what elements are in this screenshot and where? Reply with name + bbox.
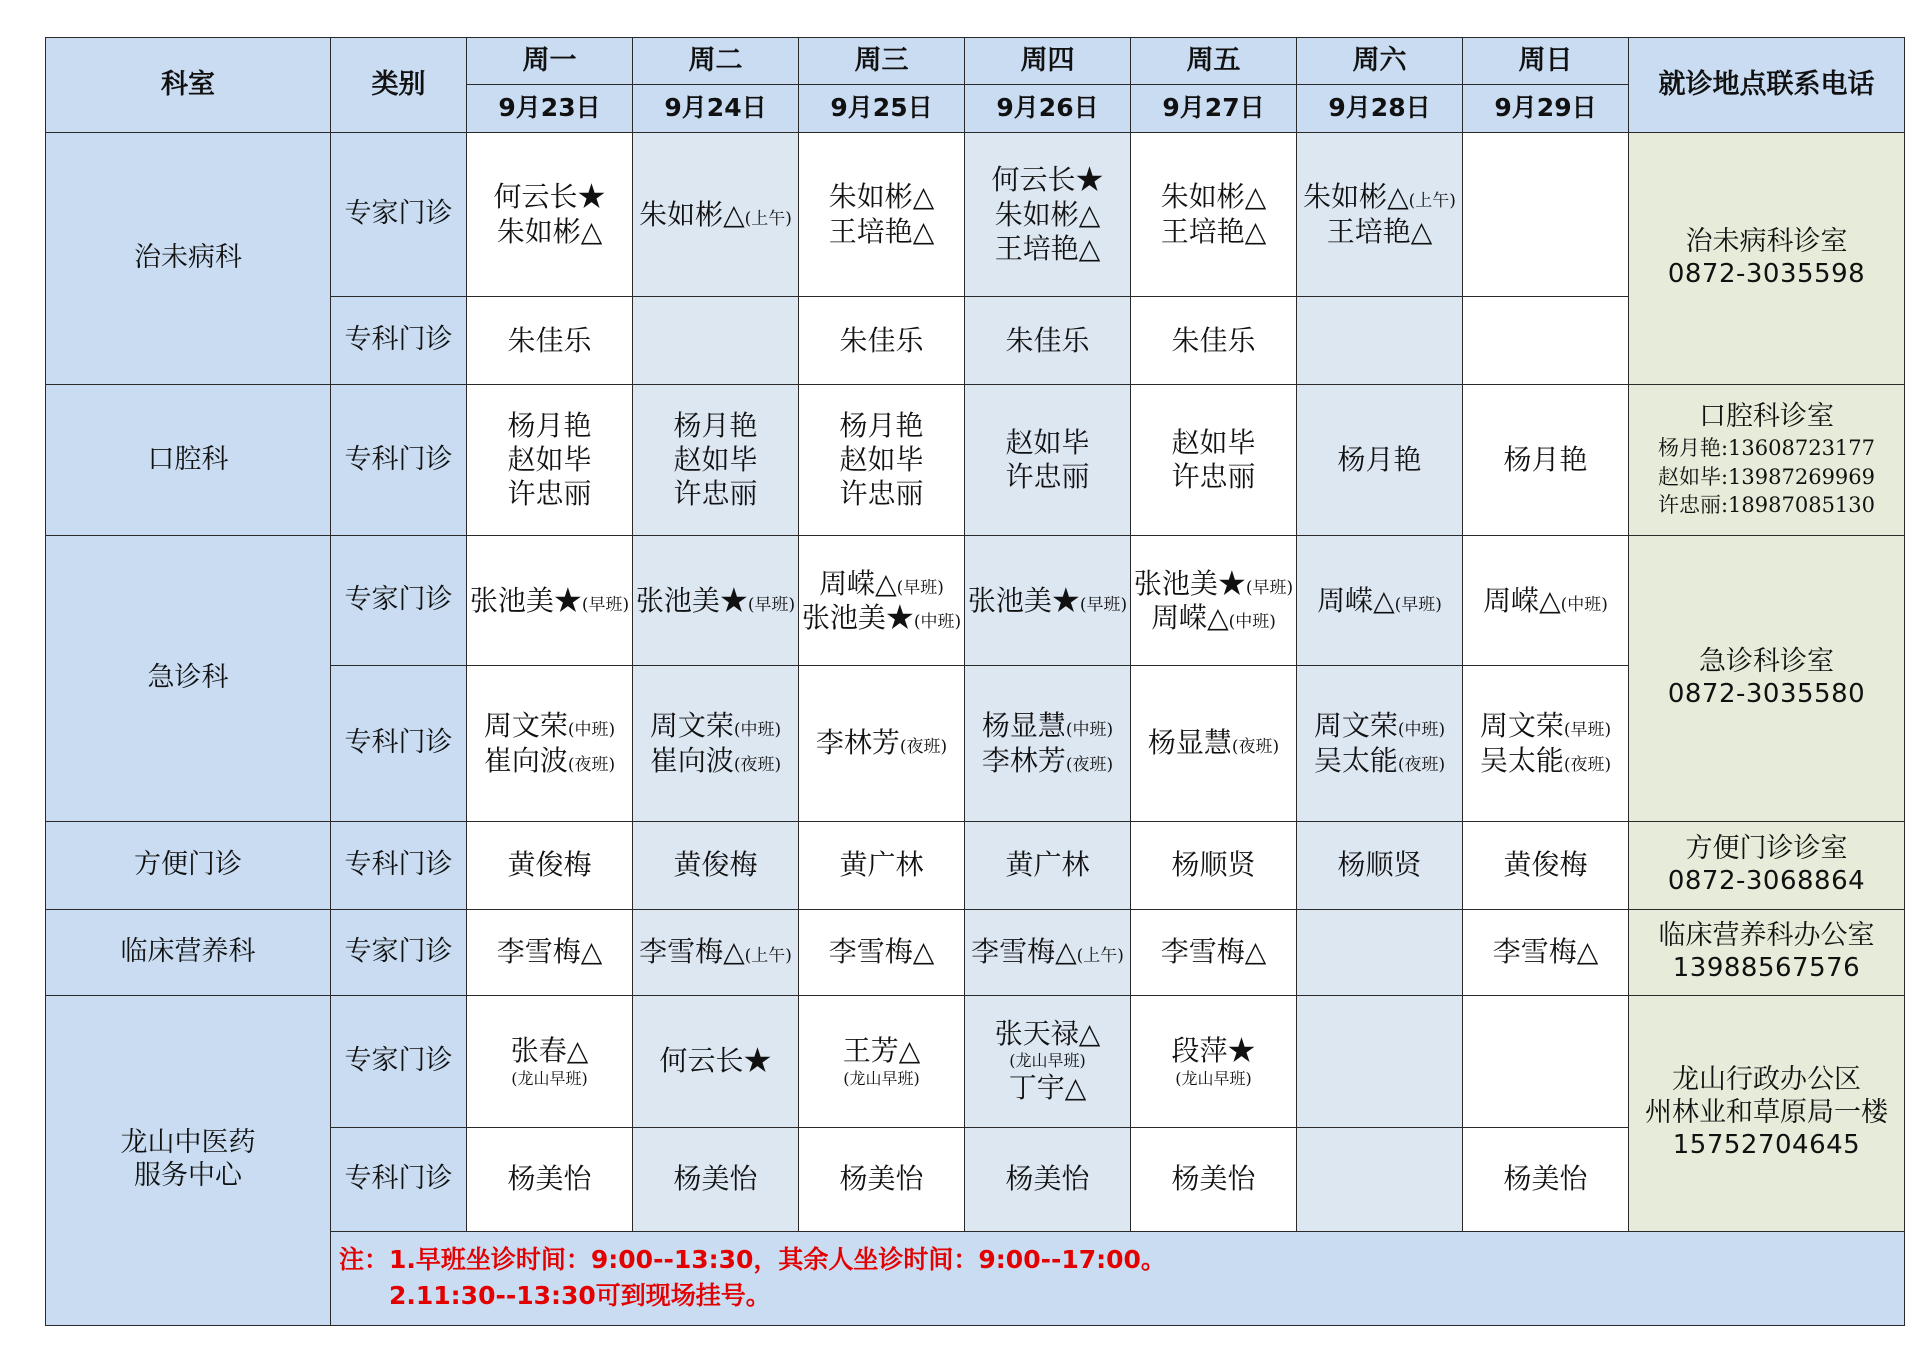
shift-note: (早班) xyxy=(1079,594,1128,615)
location-title: 口腔科诊室 xyxy=(1699,401,1834,433)
dept-zhiweibing: 治未病科 xyxy=(46,133,331,385)
shift-note: (龙山早班) xyxy=(843,1068,920,1088)
doctor-name: 周文荣 xyxy=(1479,709,1564,743)
header-date-fri: 9月27日 xyxy=(1131,85,1297,133)
cell-fri xyxy=(1131,536,1297,666)
doctor-name: 朱如彬△ xyxy=(1303,180,1409,214)
cell-sun: 杨美怡 xyxy=(1463,1127,1629,1231)
doctor-name: 朱如彬△ xyxy=(639,197,745,231)
doctor-name: 王培艳△ xyxy=(1326,214,1433,248)
doctor-name: 何云长★ xyxy=(493,180,606,214)
doctor-name: 周文荣 xyxy=(649,709,734,743)
cell-sat xyxy=(1297,1127,1463,1231)
doctor-name: 王芳△ xyxy=(842,1034,921,1068)
location-phone: 0872-3035598 xyxy=(1667,259,1866,290)
dept-name-line2: 服务中心 xyxy=(134,1160,242,1192)
doctor-name: 吴太能 xyxy=(1479,743,1564,777)
cell-wed xyxy=(799,133,965,297)
shift-note: (夜班) xyxy=(567,754,616,775)
cell-fri xyxy=(1131,995,1297,1127)
cell-sun xyxy=(1463,536,1629,666)
cell-tue xyxy=(633,133,799,297)
doctor-name: 张春△ xyxy=(510,1034,589,1068)
doctor-name: 许忠丽 xyxy=(507,477,592,511)
shift-note: (夜班) xyxy=(1397,754,1446,775)
cell-mon: 杨美怡 xyxy=(467,1127,633,1231)
doctor-name: 周嵘△ xyxy=(1483,583,1561,617)
dept-kouqiang: 口腔科 xyxy=(46,385,331,536)
cell-tue: 黄俊梅 xyxy=(633,821,799,909)
location-phone: 15752704645 xyxy=(1672,1130,1861,1161)
cell-mon xyxy=(467,133,633,297)
doctor-name: 杨显慧 xyxy=(1147,726,1232,760)
location-title: 急诊科诊室 xyxy=(1699,646,1834,678)
cell-thu: 黄广林 xyxy=(965,821,1131,909)
location-jizhen xyxy=(1629,536,1905,821)
cell-tue xyxy=(633,297,799,385)
location-line1: 龙山行政办公区 xyxy=(1672,1064,1861,1096)
doctor-name: 赵如毕 xyxy=(839,443,924,477)
doctor-name: 张池美★ xyxy=(469,583,582,617)
cell-wed: 黄广林 xyxy=(799,821,965,909)
header-date-wed: 9月25日 xyxy=(799,85,965,133)
shift-note: (夜班) xyxy=(1231,737,1280,758)
contact-phone: 许忠丽:18987085130 xyxy=(1657,492,1876,517)
shift-note: (夜班) xyxy=(1563,754,1612,775)
shift-note: (中班) xyxy=(1065,720,1114,741)
location-yingyang xyxy=(1629,909,1905,995)
doctor-name: 朱如彬△ xyxy=(994,197,1101,231)
cell-tue xyxy=(633,666,799,821)
cell-fri: 朱佳乐 xyxy=(1131,297,1297,385)
location-title: 方便门诊诊室 xyxy=(1685,832,1848,864)
shift-note: (早班) xyxy=(1245,577,1294,598)
cell-mon xyxy=(467,995,633,1127)
cell-thu: 杨美怡 xyxy=(965,1127,1131,1231)
doctor-name: 李林芳 xyxy=(981,743,1066,777)
doctor-name: 周嵘△ xyxy=(819,566,897,600)
location-title: 临床营养科办公室 xyxy=(1658,919,1875,951)
header-day-sun: 周日 xyxy=(1463,38,1629,85)
shift-note: (上午) xyxy=(744,208,792,229)
header-date-thu: 9月26日 xyxy=(965,85,1131,133)
cell-thu xyxy=(965,133,1131,297)
header-day-tue: 周二 xyxy=(633,38,799,85)
cell-wed: 李雪梅△ xyxy=(799,909,965,995)
shift-note: (早班) xyxy=(581,594,630,615)
shift-note: (中班) xyxy=(1397,720,1446,741)
cell-tue: 杨美怡 xyxy=(633,1127,799,1231)
cell-fri: 李雪梅△ xyxy=(1131,909,1297,995)
doctor-name: 崔向波 xyxy=(483,743,568,777)
doctor-name: 朱如彬△ xyxy=(828,180,935,214)
cell-thu xyxy=(965,995,1131,1127)
location-longshan xyxy=(1629,995,1905,1231)
header-day-thu: 周四 xyxy=(965,38,1131,85)
dept-jizhen: 急诊科 xyxy=(46,536,331,821)
cell-tue xyxy=(633,385,799,536)
cell-sun xyxy=(1463,133,1629,297)
shift-note: (中班) xyxy=(733,720,782,741)
cell-sat: 杨顺贤 xyxy=(1297,821,1463,909)
cell-wed: 杨美怡 xyxy=(799,1127,965,1231)
shift-note: (早班) xyxy=(896,577,944,598)
doctor-name: 王培艳△ xyxy=(828,214,935,248)
row-kouqiang-specialist xyxy=(46,385,1905,536)
dept-name-line1: 龙山中医药 xyxy=(120,1127,256,1159)
cell-mon xyxy=(467,536,633,666)
location-phone: 0872-3035580 xyxy=(1667,679,1866,710)
cell-sun xyxy=(1463,297,1629,385)
shift-note: (中班) xyxy=(1228,611,1276,632)
header-date-sun: 9月29日 xyxy=(1463,85,1629,133)
cell-fri xyxy=(1131,666,1297,821)
category-specialist: 专科门诊 xyxy=(331,385,467,536)
row-yingyang-expert xyxy=(46,909,1905,995)
doctor-name: 丁宇△ xyxy=(1008,1070,1087,1104)
location-title: 治未病科诊室 xyxy=(1685,226,1848,258)
doctor-name: 杨显慧 xyxy=(981,709,1066,743)
doctor-name: 段萍★ xyxy=(1171,1034,1256,1068)
category-expert: 专家门诊 xyxy=(331,536,467,666)
dept-longshan xyxy=(46,995,331,1325)
category-expert: 专家门诊 xyxy=(331,909,467,995)
doctor-name: 李雪梅△ xyxy=(971,935,1077,969)
doctor-name: 周嵘△ xyxy=(1151,600,1229,634)
location-zhiweibing xyxy=(1629,133,1905,385)
doctor-name: 许忠丽 xyxy=(839,477,924,511)
cell-fri: 杨顺贤 xyxy=(1131,821,1297,909)
row-jizhen-expert xyxy=(46,536,1905,666)
cell-sat xyxy=(1297,909,1463,995)
cell-thu xyxy=(965,536,1131,666)
shift-note: (早班) xyxy=(747,594,796,615)
header-location: 就诊地点联系电话 xyxy=(1629,38,1905,133)
doctor-name: 许忠丽 xyxy=(673,477,758,511)
row-longshan-expert xyxy=(46,995,1905,1127)
cell-wed xyxy=(799,536,965,666)
doctor-name: 杨月艳 xyxy=(507,409,592,443)
cell-thu: 朱佳乐 xyxy=(965,297,1131,385)
cell-mon: 黄俊梅 xyxy=(467,821,633,909)
doctor-name: 张池美★ xyxy=(1133,566,1246,600)
doctor-name: 朱如彬△ xyxy=(496,214,603,248)
cell-tue xyxy=(633,536,799,666)
cell-sat xyxy=(1297,666,1463,821)
cell-sat: 杨月艳 xyxy=(1297,385,1463,536)
cell-thu xyxy=(965,385,1131,536)
cell-thu xyxy=(965,909,1131,995)
schedule-table xyxy=(45,37,1905,1326)
header-row-days xyxy=(46,38,1905,85)
shift-note: (中班) xyxy=(567,720,616,741)
cell-fri xyxy=(1131,133,1297,297)
header-day-sat: 周六 xyxy=(1297,38,1463,85)
shift-note: (上午) xyxy=(744,946,792,967)
doctor-name: 张池美★ xyxy=(635,583,748,617)
shift-note: (龙山早班) xyxy=(1175,1068,1252,1088)
doctor-name: 许忠丽 xyxy=(1171,460,1256,494)
cell-wed xyxy=(799,995,965,1127)
category-specialist: 专科门诊 xyxy=(331,666,467,821)
row-zhiweibing-expert xyxy=(46,133,1905,297)
doctor-name: 周文荣 xyxy=(483,709,568,743)
cell-wed xyxy=(799,385,965,536)
category-expert: 专家门诊 xyxy=(331,995,467,1127)
note-line1: 注：1.早班坐诊时间：9:00--13:30，其余人坐诊时间：9:00--17:00。 xyxy=(339,1245,1166,1275)
cell-sun xyxy=(1463,666,1629,821)
doctor-name: 李林芳 xyxy=(815,726,900,760)
doctor-name: 朱如彬△ xyxy=(1160,180,1267,214)
cell-sat xyxy=(1297,536,1463,666)
note-line2: 2.11:30--13:30可到现场挂号。 xyxy=(389,1281,771,1311)
header-day-wed: 周三 xyxy=(799,38,965,85)
location-phone: 0872-3068864 xyxy=(1667,865,1866,896)
schedule-note xyxy=(331,1231,1905,1325)
doctor-name: 许忠丽 xyxy=(1005,460,1090,494)
doctor-name: 赵如毕 xyxy=(507,443,592,477)
doctor-name: 周嵘△ xyxy=(1317,583,1395,617)
doctor-name: 杨月艳 xyxy=(839,409,924,443)
cell-sat xyxy=(1297,133,1463,297)
cell-sun xyxy=(1463,995,1629,1127)
cell-wed: 朱佳乐 xyxy=(799,297,965,385)
contact-phone: 赵如毕:13987269969 xyxy=(1657,464,1876,489)
doctor-name: 张池美★ xyxy=(967,583,1080,617)
cell-sat xyxy=(1297,297,1463,385)
cell-sun: 李雪梅△ xyxy=(1463,909,1629,995)
header-category: 类别 xyxy=(331,38,467,133)
header-dept: 科室 xyxy=(46,38,331,133)
doctor-name: 赵如毕 xyxy=(1005,426,1090,460)
shift-note: (早班) xyxy=(1394,594,1442,615)
header-date-mon: 9月23日 xyxy=(467,85,633,133)
shift-note: (龙山早班) xyxy=(511,1068,588,1088)
doctor-name: 赵如毕 xyxy=(673,443,758,477)
shift-note: (夜班) xyxy=(733,754,782,775)
doctor-name: 王培艳△ xyxy=(994,231,1101,265)
shift-note: (上午) xyxy=(1408,191,1456,212)
row-fangbian-specialist xyxy=(46,821,1905,909)
doctor-name: 吴太能 xyxy=(1313,743,1398,777)
cell-mon: 李雪梅△ xyxy=(467,909,633,995)
shift-note: (夜班) xyxy=(1065,754,1114,775)
doctor-name: 张天禄△ xyxy=(994,1017,1101,1051)
cell-mon: 朱佳乐 xyxy=(467,297,633,385)
contact-phone: 杨月艳:13608723177 xyxy=(1657,436,1876,461)
dept-fangbian: 方便门诊 xyxy=(46,821,331,909)
category-expert: 专家门诊 xyxy=(331,133,467,297)
cell-sun: 黄俊梅 xyxy=(1463,821,1629,909)
doctor-name: 赵如毕 xyxy=(1171,426,1256,460)
doctor-name: 何云长★ xyxy=(991,163,1104,197)
shift-note: (夜班) xyxy=(899,737,948,758)
cell-fri xyxy=(1131,385,1297,536)
cell-fri: 杨美怡 xyxy=(1131,1127,1297,1231)
cell-sat xyxy=(1297,995,1463,1127)
doctor-name: 张池美★ xyxy=(801,600,914,634)
location-fangbian xyxy=(1629,821,1905,909)
doctor-name: 崔向波 xyxy=(649,743,734,777)
cell-wed xyxy=(799,666,965,821)
doctor-name: 周文荣 xyxy=(1313,709,1398,743)
header-date-tue: 9月24日 xyxy=(633,85,799,133)
shift-note: (中班) xyxy=(913,611,962,632)
dept-yingyang: 临床营养科 xyxy=(46,909,331,995)
cell-thu xyxy=(965,666,1131,821)
cell-sun: 杨月艳 xyxy=(1463,385,1629,536)
doctor-name: 王培艳△ xyxy=(1160,214,1267,248)
location-line2: 州林业和草原局一楼 xyxy=(1645,1097,1888,1129)
category-specialist: 专科门诊 xyxy=(331,1127,467,1231)
cell-tue: 何云长★ xyxy=(633,995,799,1127)
header-day-fri: 周五 xyxy=(1131,38,1297,85)
location-phone: 13988567576 xyxy=(1672,952,1861,983)
shift-note: (中班) xyxy=(1560,594,1608,615)
doctor-name: 李雪梅△ xyxy=(639,935,745,969)
cell-tue xyxy=(633,909,799,995)
cell-mon xyxy=(467,666,633,821)
shift-note: (早班) xyxy=(1563,720,1612,741)
category-specialist: 专科门诊 xyxy=(331,821,467,909)
location-kouqiang xyxy=(1629,385,1905,536)
cell-mon xyxy=(467,385,633,536)
header-day-mon: 周一 xyxy=(467,38,633,85)
category-specialist: 专科门诊 xyxy=(331,297,467,385)
shift-note: (龙山早班) xyxy=(1009,1051,1086,1071)
header-date-sat: 9月28日 xyxy=(1297,85,1463,133)
shift-note: (上午) xyxy=(1076,946,1124,967)
doctor-name: 杨月艳 xyxy=(673,409,758,443)
